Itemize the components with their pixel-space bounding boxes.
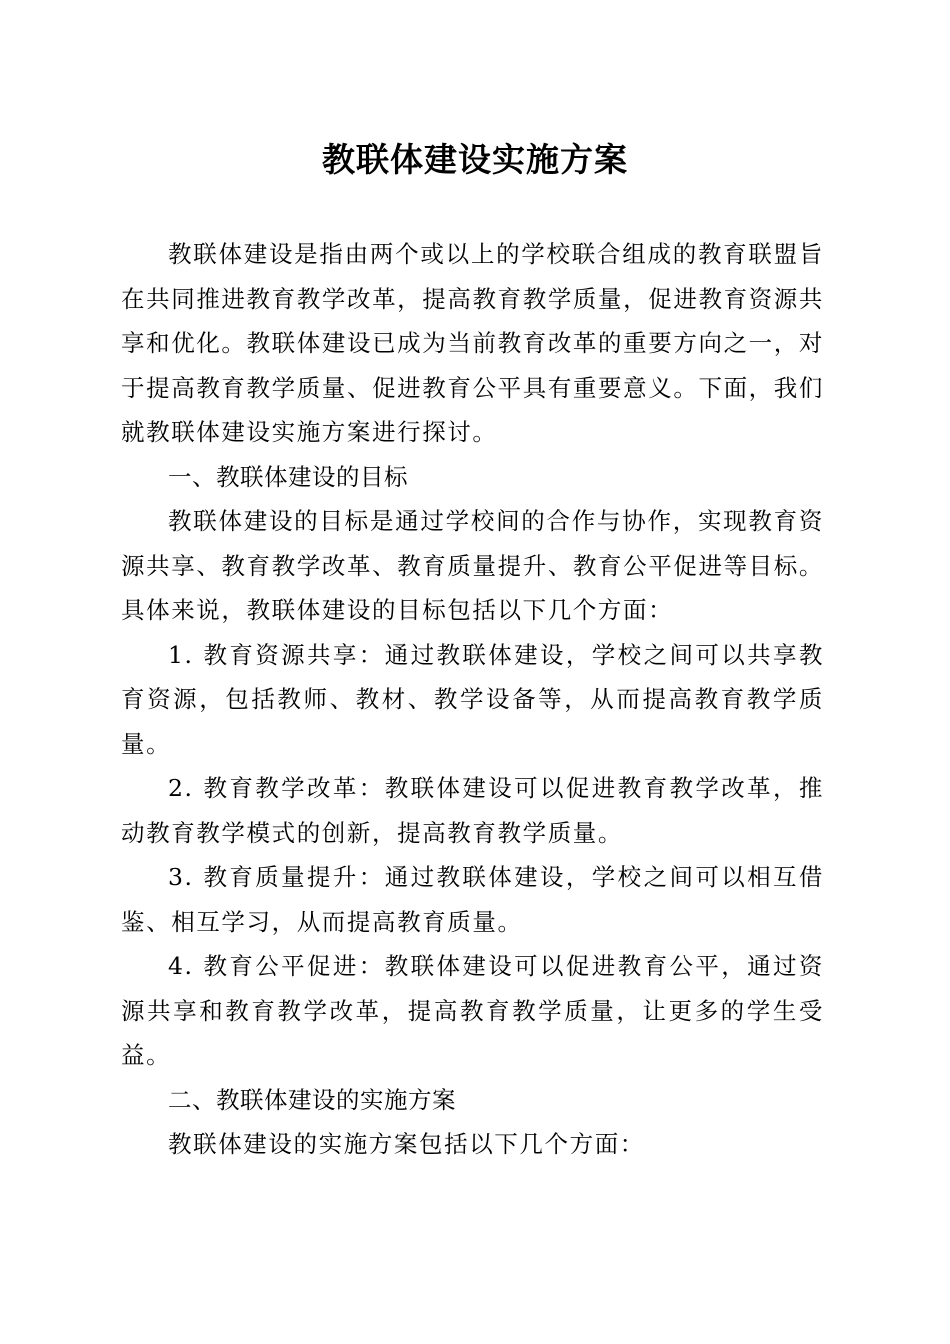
- section-2-heading: 二、教联体建设的实施方案: [168, 1085, 456, 1114]
- section-2-paragraph: 教联体建设的实施方案包括以下几个方面：: [168, 1130, 645, 1158]
- list-item: 2. 教育教学改革：教联体建设可以促进教育教学改革，推动教育教学模式的创新，提高教育教学质量。: [121, 774, 824, 847]
- document-title: 教联体建设实施方案: [322, 140, 628, 179]
- list-item: 4. 教育公平促进：教联体建设可以促进教育公平，通过资源共享和教育教学改革，提高教育教学质量，让更多的学生受益。: [121, 952, 824, 1069]
- list-item: 3. 教育质量提升：通过教联体建设，学校之间可以相互借鉴、相互学习，从而提高教育质量。: [121, 863, 824, 936]
- document-body: [121, 232, 824, 1167]
- intro-paragraph: 教联体建设是指由两个或以上的学校联合组成的教育联盟旨在共同推进教育教学改革，提高教育教学质量，促进教育资源共享和优化。教联体建设已成为当前教育改革的重要方向之一，对于提高教育教学质量、促进教育公平具有重要意义。下面，我们就教联体建设实施方案进行探讨。: [121, 240, 824, 446]
- section-1-paragraph: 教联体建设的目标是通过学校间的合作与协作，实现教育资源共享、教育教学改革、教育质量提升、教育公平促进等目标。具体来说，教联体建设的目标包括以下几个方面：: [121, 507, 824, 624]
- section-1-heading: 一、教联体建设的目标: [168, 462, 408, 491]
- list-item: 1. 教育资源共享：通过教联体建设，学校之间可以共享教育资源，包括教师、教材、教学设备等，从而提高教育教学质量。: [121, 640, 824, 758]
